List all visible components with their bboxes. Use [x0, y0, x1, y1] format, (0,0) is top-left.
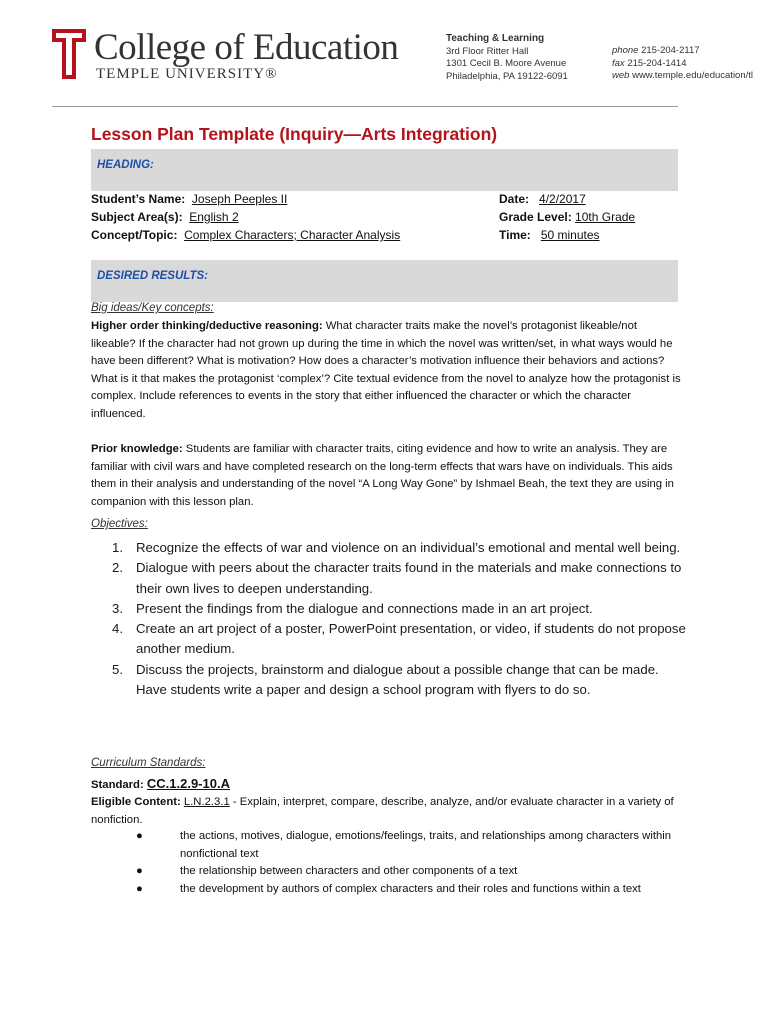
date-label: Date:	[499, 192, 530, 206]
heading-band-label: HEADING:	[97, 159, 154, 171]
phone-number: 215-204-2117	[641, 45, 700, 56]
objectives-heading: Objectives:	[91, 518, 148, 530]
prior-text: Students are familiar with character traits, citing evidence and how to write an analysis. They are familiar with civil wars and have completed research on the long-term effects that wars have on individuals. This aids them in their analysis and understanding of the novel “A Long Way Gone” by Ishmael Beah, the text they are using in companion with this lesson plan.	[91, 443, 674, 508]
grade-level: 10th Grade	[575, 210, 636, 224]
college-name: College of Education	[94, 27, 399, 68]
objective-item: 5. Discuss the projects, brainstorm and dialogue about a possible change that can be made. Have students write a paper and design a school program with flyers to do so.	[112, 661, 659, 698]
eligible-content	[91, 794, 681, 829]
subject-area: English 2	[189, 210, 239, 224]
phone-label: phone	[612, 45, 639, 56]
standard-line	[91, 775, 681, 795]
prior-knowledge	[91, 441, 681, 511]
objective-item: 1. Recognize the effects of war and violence on an individual’s emotional and mental well being.	[112, 540, 681, 555]
temple-t-logo	[52, 29, 86, 79]
eligible-text: - Explain, interpret, compare, describe, analyze, and/or evaluate character in a variety of nonfiction.	[91, 796, 674, 826]
standard-code: CC.1.2.9-10.A	[146, 776, 230, 791]
objectives-list	[108, 538, 693, 700]
student-info	[91, 190, 400, 244]
prior-label: Prior knowledge:	[91, 443, 183, 455]
bullet-item: ● the relationship between characters and other components of a text	[130, 863, 690, 881]
grade-label: Grade Level:	[499, 210, 572, 224]
desired-results-band	[91, 260, 678, 302]
concept-label: Concept/Topic:	[91, 228, 178, 242]
fax-number: 215-204-1414	[627, 57, 687, 69]
concept-topic: Complex Characters; Character Analysis	[184, 228, 401, 242]
contact-block	[612, 45, 753, 83]
objective-item: 2. Dialogue with peers about the character traits found in the materials and make connections to their own lives to deepen understanding.	[112, 560, 682, 596]
address-line: 1301 Cecil B. Moore Avenue	[446, 58, 567, 70]
desired-results-label: DESIRED RESULTS:	[97, 270, 208, 282]
web-label: web	[612, 70, 630, 82]
university-name: TEMPLE UNIVERSITY®	[96, 66, 278, 82]
address-line: 3rd Floor Ritter Hall	[446, 45, 529, 57]
web-url[interactable]: www.temple.edu/education/tl	[632, 70, 754, 82]
curriculum-standards-heading: Curriculum Standards:	[91, 757, 206, 769]
student-label: Student’s Name:	[91, 192, 186, 206]
department-name: Teaching & Learning	[446, 33, 545, 44]
bullet-item: ● the actions, motives, dialogue, emotions/feelings, traits, and relationships among characters within nonfictional text	[136, 830, 672, 860]
student-name: Joseph Peeples II	[191, 192, 288, 206]
bullet-icon: ●	[136, 882, 143, 895]
bullet-item: ● the development by authors of complex characters and their roles and functions within a text	[130, 881, 690, 899]
standard-label: Standard:	[91, 779, 144, 791]
lesson-time: 50 minutes	[540, 228, 600, 242]
big-ideas-heading: Big ideas/Key concepts:	[91, 302, 214, 314]
higher-order-thinking	[91, 318, 681, 424]
header-divider	[52, 106, 678, 107]
heading-band	[91, 149, 678, 191]
time-label: Time:	[499, 228, 531, 242]
hot-label: Higher order thinking/deductive reasoning:	[91, 320, 323, 332]
bullet-icon: ●	[136, 865, 143, 878]
fax-label: fax	[612, 57, 625, 69]
address-line: Philadelphia, PA 19122-6091	[446, 70, 568, 82]
eligible-label: Eligible Content:	[91, 796, 181, 808]
document-title: Lesson Plan Template (Inquiry—Arts Integration)	[91, 124, 498, 144]
subject-label: Subject Area(s):	[91, 210, 183, 224]
objective-item: 3. Present the findings from the dialogue and connections made in an art project.	[112, 600, 593, 616]
department-address	[446, 33, 568, 83]
lesson-date: 4/2/2017	[539, 192, 586, 206]
eligible-code: L.N.2.3.1	[183, 796, 230, 808]
objective-item: 4. Create an art project of a poster, PowerPoint presentation, or video, if students do not propose another medium.	[112, 621, 686, 657]
lesson-info	[499, 190, 635, 244]
bullet-icon: ●	[136, 830, 143, 842]
eligible-bullets	[130, 828, 690, 898]
hot-text: What character traits make the novel’s protagonist likeable/not likeable? If the character had not grown up during the time in which the novel was written/set, in what ways would he have been different? What is motivation? How does a character’s motivation influence their behaviors and actions? What is it that makes the protagonist ‘complex’? Cite textual evidence from the novel to analyze how the protagonist is complex. Include references to events in the story that either influenced the character or which the character influenced.	[91, 320, 681, 420]
